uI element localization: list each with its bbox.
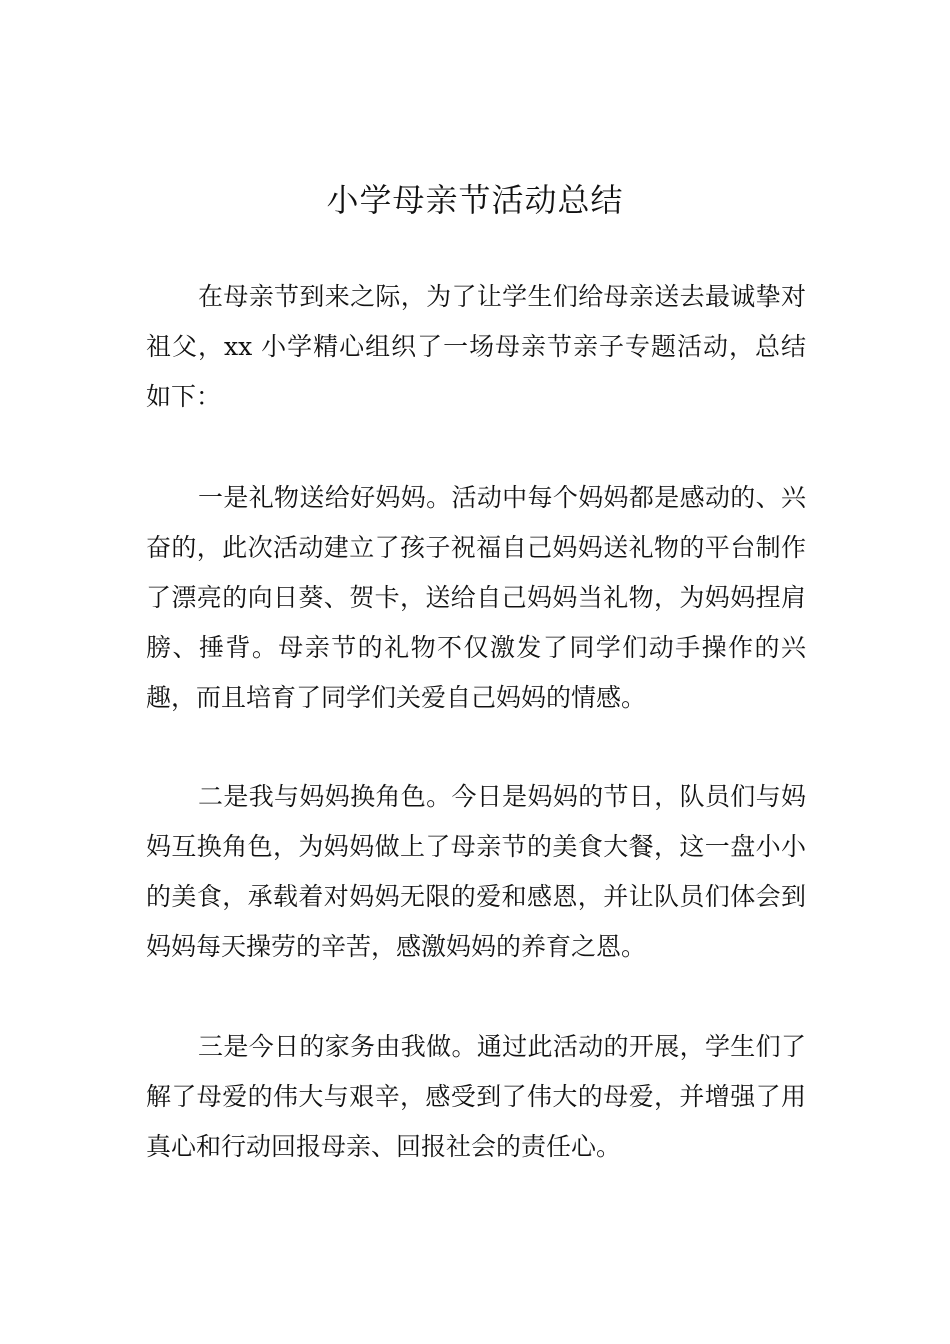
paragraph-intro: 在母亲节到来之际，为了让学生们给母亲送去最诚挚对祖父，xx 小学精心组织了一场母亲节亲子专题活动，总结如下： <box>146 282 806 411</box>
paragraph-housework: 三是今日的家务由我做。通过此活动的开展，学生们了解了母爱的伟大与艰辛，感受到了伟大的母爱，并增强了用真心和行动回报母亲、回报社会的责任心。 <box>146 1032 806 1161</box>
document-title: 小学母亲节活动总结 <box>326 181 624 219</box>
paragraph-gift: 一是礼物送给好妈妈。活动中每个妈妈都是感动的、兴奋的，此次活动建立了孩子祝福自己妈妈送礼物的平台制作了漂亮的向日葵、贺卡，送给自己妈妈当礼物，为妈妈捏肩膀、捶背。母亲节的礼物不仅激发了同学们动手操作的兴趣，而且培育了同学们关爱自己妈妈的情感。 <box>146 483 806 712</box>
paragraph-role-swap: 二是我与妈妈换角色。今日是妈妈的节日，队员们与妈妈互换角色，为妈妈做上了母亲节的美食大餐，这一盘小小的美食，承载着对妈妈无限的爱和感恩，并让队员们体会到妈妈每天操劳的辛苦，感激妈妈的养育之恩。 <box>146 782 806 961</box>
